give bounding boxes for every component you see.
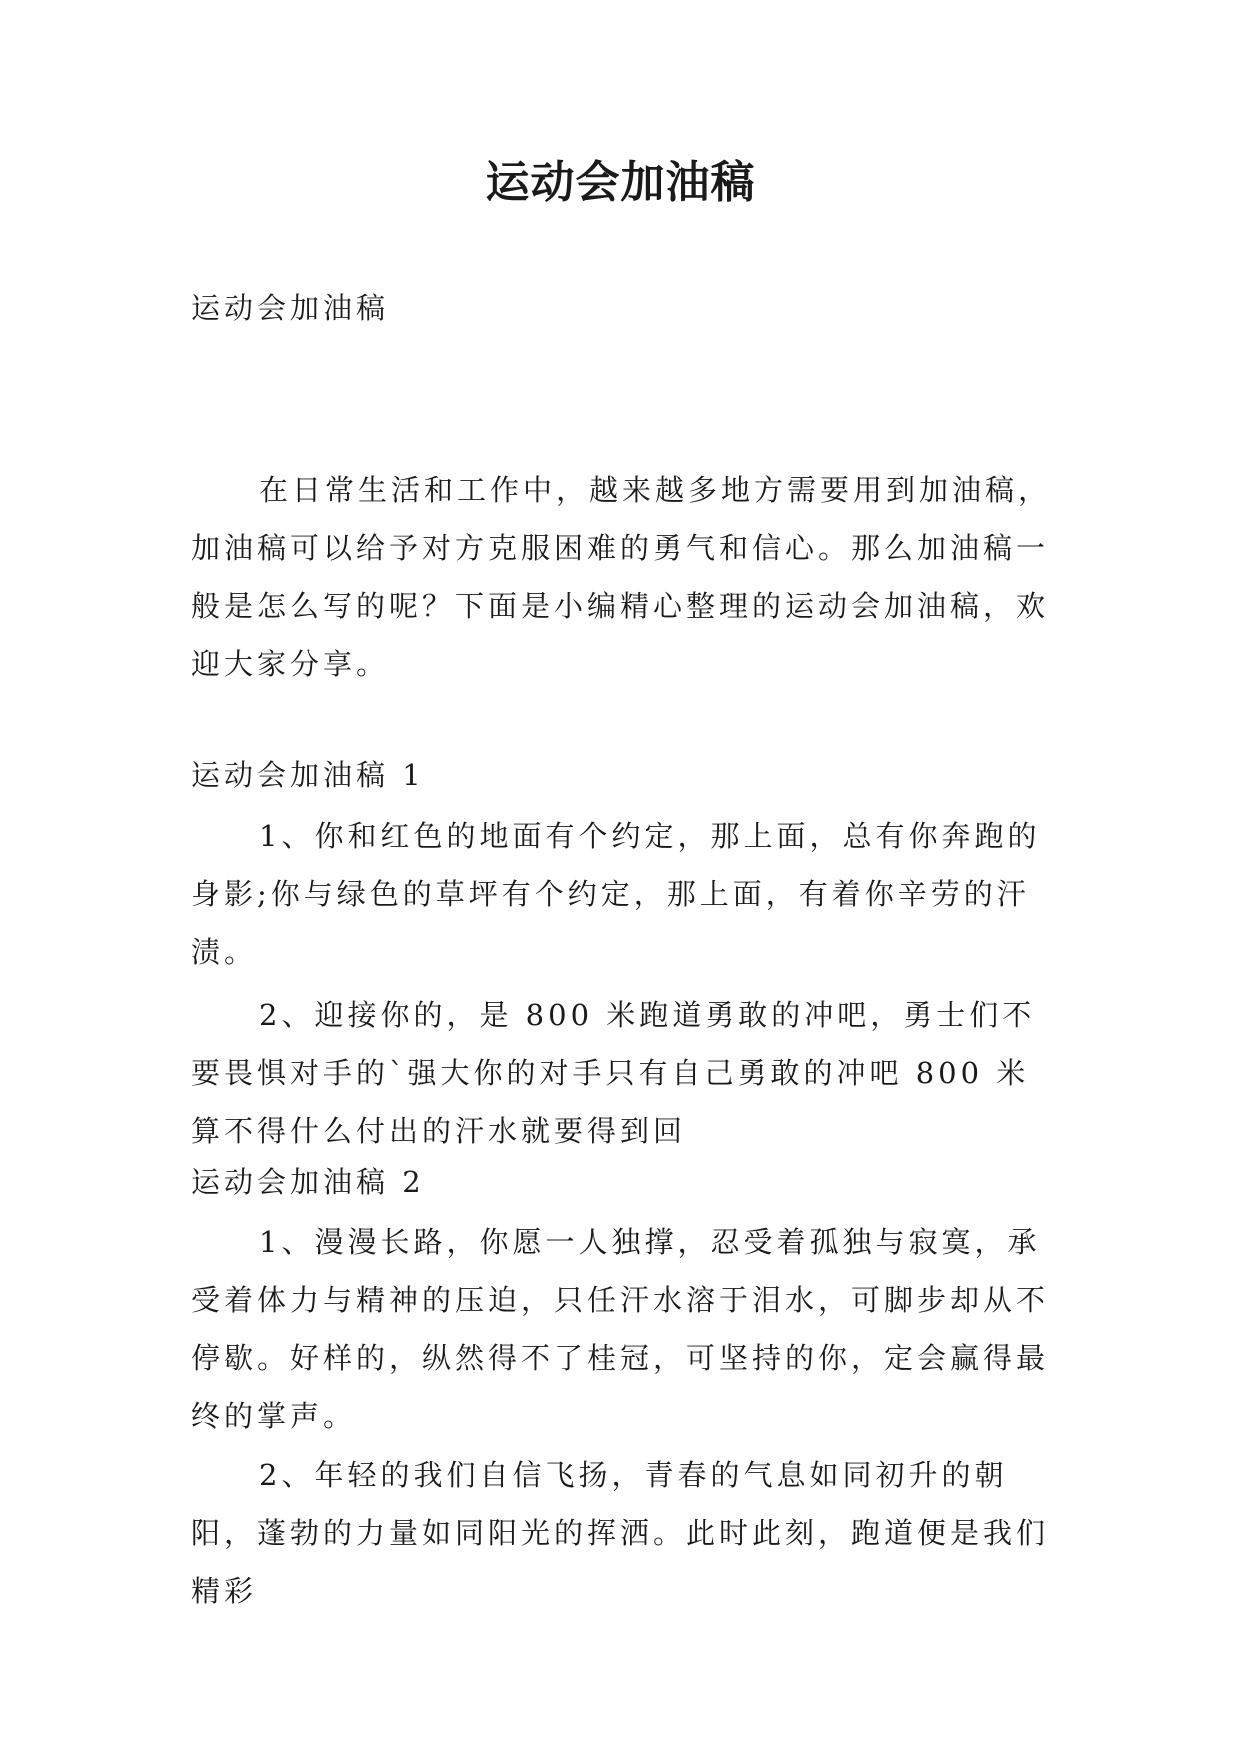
document-subtitle: 运动会加油稿 xyxy=(191,291,390,325)
intro-paragraph: 在日常生活和工作中，越来越多地方需要用到加油稿，加油稿可以给予对方克服困难的勇气和信心。那么加油稿一般是怎么写的呢？下面是小编精心整理的运动会加油稿，欢迎大家分享。 xyxy=(191,473,1052,681)
section-1-paragraph-2: 2、迎接你的，是 800 米跑道勇敢的冲吧，勇士们不要畏惧对手的`强大你的对手只有自己勇敢的冲吧 800 米算不得什么付出的汗水就要得到回 xyxy=(191,998,1036,1148)
section-2-paragraph-2: 2、年轻的我们自信飞扬，青春的气息如同初升的朝阳，蓬勃的力量如同阳光的挥洒。此时此刻，跑道便是我们精彩 xyxy=(191,1458,1050,1608)
section-2-paragraph-1: 1、漫漫长路，你愿一人独撑，忍受着孤独与寂寞，承受着体力与精神的压迫，只任汗水溶于泪水，可脚步却从不停歇。好样的，纵然得不了桂冠，可坚持的你，定会赢得最终的掌声。 xyxy=(191,1225,1050,1433)
document-title: 运动会加油稿 xyxy=(485,157,756,208)
section-heading-2: 运动会加油稿 2 xyxy=(191,1165,425,1199)
section-heading-1: 运动会加油稿 1 xyxy=(191,758,425,792)
section-1-paragraph-1: 1、你和红色的地面有个约定，那上面，总有你奔跑的身影;你与绿色的草坪有个约定，那上面，有着你辛劳的汗渍。 xyxy=(191,819,1041,969)
